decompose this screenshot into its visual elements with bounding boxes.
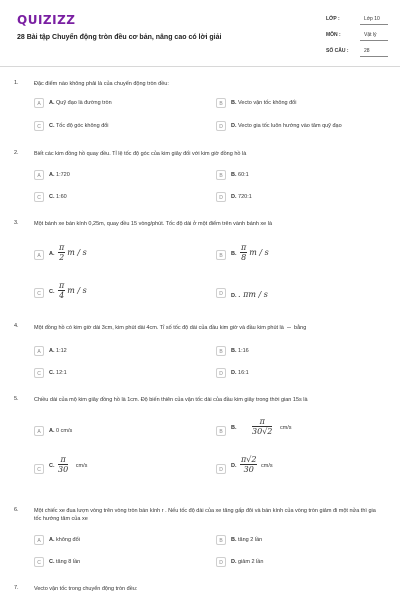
- option-letter-box: C: [34, 368, 44, 378]
- option-prefix: A.: [49, 348, 55, 354]
- option-prefix: A.: [49, 251, 55, 257]
- option-math: [56, 243, 87, 262]
- question-number: 7.: [14, 585, 19, 591]
- option-letter-box: A: [34, 426, 44, 436]
- header-divider: [0, 66, 400, 67]
- fraction: [240, 456, 257, 474]
- fraction: [58, 456, 68, 474]
- fraction: [58, 244, 65, 262]
- meta-grade: [320, 12, 392, 25]
- fraction-denominator: 30: [243, 465, 254, 474]
- option-letter-box: B: [216, 535, 226, 545]
- fraction: [252, 418, 272, 436]
- option-text: Quỹ đạo là đường tròn: [56, 100, 112, 106]
- option-letter-box: D: [216, 464, 226, 474]
- option-prefix: A.: [49, 537, 55, 543]
- fraction-numerator: π: [58, 456, 68, 465]
- fraction-denominator: 30: [58, 465, 69, 474]
- question-text: Một chiếc xe đua lượn vòng trên vòng tròn bán kính r . Nếu tốc độ dài của xe tăng gấp đôi và bán kính của vòng tròn giảm đi một nửa thì gia tốc hướng tâm của xe: [34, 508, 376, 522]
- option-unit: m / s: [67, 286, 87, 295]
- meta-subject: [320, 28, 392, 41]
- question-text: Vecto vận tốc trong chuyển động tròn đều:: [34, 586, 138, 592]
- option-text: . πm / s: [238, 290, 268, 299]
- fraction-numerator: π: [59, 243, 65, 252]
- question-text: [34, 323, 384, 332]
- quizizz-logo: QUIZIZZ: [17, 13, 76, 27]
- option-prefix: C.: [49, 289, 55, 295]
- question-number: 6.: [14, 507, 19, 513]
- option-letter-box: A: [34, 346, 44, 356]
- option-prefix: D.: [231, 370, 237, 376]
- question-text: Chiều dài của mộ kim giây đồng hồ là 1cm. Độ biến thiên của vận tốc dài của đầu kim giây trong thời gian 15s là: [34, 397, 308, 403]
- meta-box: [320, 12, 392, 58]
- option-prefix: B.: [231, 425, 237, 431]
- option-prefix: C.: [49, 194, 55, 200]
- option-letter-box: B: [216, 250, 226, 260]
- question-number: 1.: [14, 80, 19, 86]
- option-text: 60:1: [238, 172, 249, 178]
- question-text-tail: bằng: [294, 324, 307, 331]
- option-unit: cm/s: [279, 425, 292, 431]
- question-text: Biết các kim đồng hồ quay đều. Tỉ lệ tốc độ góc của kim giây đối với kim giờ đồng hồ là: [34, 151, 247, 157]
- option-unit: m / s: [67, 248, 87, 257]
- meta-label: LỚP :: [326, 16, 340, 22]
- option-letter-box: C: [34, 557, 44, 567]
- option-unit: cm/s: [261, 463, 273, 469]
- option-letter-box: C: [34, 464, 44, 474]
- option-math: [56, 455, 70, 474]
- option-prefix: C.: [49, 559, 55, 565]
- option-prefix: B.: [231, 251, 237, 257]
- option-text: 12:1: [56, 370, 67, 376]
- option-letter-box: D: [216, 368, 226, 378]
- option-letter-box: A: [34, 170, 44, 180]
- option-letter-box: C: [34, 121, 44, 131]
- question-number: 5.: [14, 396, 19, 402]
- fraction-denominator: 8: [241, 253, 247, 262]
- option-prefix: B.: [231, 348, 237, 354]
- divider: [360, 24, 388, 25]
- option-prefix: D.: [231, 194, 237, 200]
- option-letter-box: A: [34, 250, 44, 260]
- option-prefix: D.: [231, 463, 237, 469]
- option-letter-box: C: [34, 288, 44, 298]
- option-text: tăng 8 lần: [56, 559, 81, 565]
- option-prefix: D.: [231, 123, 237, 129]
- question-text: Đặc điểm nào không phải là của chuyển động tròn đều:: [34, 81, 169, 87]
- option-text: 0 cm/s: [56, 428, 73, 434]
- option-prefix: C.: [49, 463, 55, 469]
- question-number: 3.: [14, 220, 19, 226]
- option-text: không đổi: [56, 537, 80, 543]
- option-letter-box: B: [216, 346, 226, 356]
- option-text: giảm 2 lần: [238, 559, 264, 565]
- option-text: 16:1: [238, 370, 249, 376]
- meta-label: SỐ CÂU :: [326, 48, 349, 54]
- option-prefix: B.: [231, 537, 237, 543]
- option-prefix: B.: [231, 172, 237, 178]
- option-letter-box: D: [216, 192, 226, 202]
- option-letter-box: C: [34, 192, 44, 202]
- fraction-denominator: 4: [59, 291, 65, 300]
- option-letter-box: B: [216, 426, 226, 436]
- option-prefix: A.: [49, 100, 55, 106]
- page-title: 28 Bài tập Chuyển động tròn đều cơ bản, nâng cao có lời giải: [17, 34, 222, 41]
- meta-value: Vật lý: [364, 32, 377, 38]
- option-letter-box: A: [34, 98, 44, 108]
- option-math: [238, 243, 269, 262]
- fraction-denominator: 30√2: [252, 427, 273, 436]
- option-letter-box: B: [216, 98, 226, 108]
- option-letter-box: D: [216, 288, 226, 298]
- fraction: [58, 282, 65, 300]
- divider: [360, 40, 388, 41]
- option-unit: cm/s: [75, 463, 88, 469]
- fraction-numerator: π: [59, 281, 65, 290]
- option-unit: m / s: [249, 248, 269, 257]
- option-text: tăng 2 lần: [238, 537, 263, 543]
- inline-fraction: [287, 323, 290, 332]
- option-text: 1:16: [238, 348, 249, 354]
- meta-value: Lớp 10: [364, 16, 380, 22]
- question-text-main: Một đồng hồ có kim giờ dài 3cm, kim phút dài 4cm. Tỉ số tốc độ dài của đầu kim giờ và đầu kim phút là: [34, 324, 284, 331]
- fraction-numerator: π: [252, 418, 272, 427]
- option-text: 1:12: [56, 348, 67, 354]
- fraction-denominator: 2: [59, 253, 65, 262]
- option-text: Vecto vận tốc không đổi: [238, 100, 297, 106]
- option-letter-box: D: [216, 557, 226, 567]
- question-number: 4.: [14, 323, 19, 329]
- option-math: [56, 281, 87, 300]
- option-math: [238, 417, 274, 436]
- option-letter-box: A: [34, 535, 44, 545]
- meta-label: MÔN :: [326, 32, 341, 38]
- fraction: [240, 244, 247, 262]
- option-prefix: A.: [49, 428, 55, 434]
- fraction-numerator: π√2: [241, 455, 257, 464]
- option-prefix: C.: [49, 370, 55, 376]
- option-text: 1:720: [56, 172, 70, 178]
- option-text: Vecto gia tốc luôn hướng vào tâm quỹ đạo: [238, 123, 342, 129]
- question-number: 2.: [14, 150, 19, 156]
- fraction-numerator: π: [241, 243, 247, 252]
- option-prefix: A.: [49, 172, 55, 178]
- meta-value: 28: [364, 48, 370, 54]
- option-prefix: B.: [231, 100, 237, 106]
- option-prefix: C.: [49, 123, 55, 129]
- question-text: Một bánh xe bán kính 0,25m, quay đều 15 vòng/phút. Tốc độ dài ở một điểm trên vành bánh xe là: [34, 221, 273, 227]
- option-letter-box: D: [216, 121, 226, 131]
- option-letter-box: B: [216, 170, 226, 180]
- meta-count: [320, 44, 392, 57]
- option-text: 720:1: [238, 194, 252, 200]
- divider: [360, 56, 388, 57]
- option-text: Tốc độ góc không đổi: [55, 123, 109, 129]
- option-prefix: D.: [231, 559, 237, 565]
- option-prefix: D.: [231, 293, 237, 299]
- option-text: 1:60: [56, 194, 67, 200]
